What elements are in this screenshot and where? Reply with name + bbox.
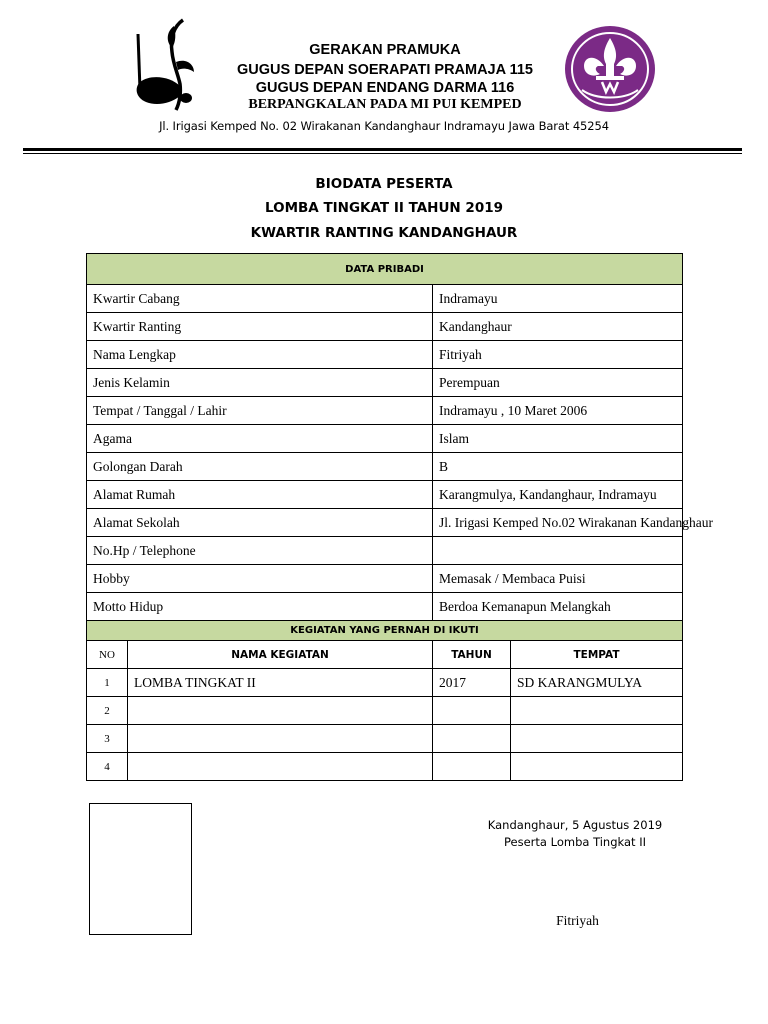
section-personal-heading: DATA PRIBADI: [87, 254, 683, 285]
personal-value: Indramayu , 10 Maret 2006: [433, 397, 683, 425]
activity-place: SD KARANGMULYA: [511, 669, 683, 697]
header-address: Jl. Irigasi Kemped No. 02 Wirakanan Kandanghaur Indramayu Jawa Barat 45254: [159, 119, 609, 133]
doc-subtitle-kwartir: KWARTIR RANTING KANDANGHAUR: [250, 225, 518, 241]
activity-year: [433, 697, 511, 725]
section-activities-heading: KEGIATAN YANG PERNAH DI IKUTI: [87, 621, 683, 641]
personal-label: No.Hp / Telephone: [87, 537, 433, 565]
photo-placeholder: [89, 803, 192, 935]
activity-no: 2: [87, 697, 128, 725]
personal-row: [87, 313, 683, 341]
personal-label: Kwartir Ranting: [87, 313, 433, 341]
activity-name: [128, 697, 433, 725]
personal-value: Fitriyah: [433, 341, 683, 369]
personal-row: [87, 565, 683, 593]
personal-label: Alamat Rumah: [87, 481, 433, 509]
personal-value: Karangmulya, Kandanghaur, Indramayu: [433, 481, 683, 509]
personal-row: [87, 453, 683, 481]
header-base: BERPANGKALAN PADA MI PUI KEMPED: [248, 97, 522, 112]
personal-label: Nama Lengkap: [87, 341, 433, 369]
signature-place-date: Kandanghaur, 5 Agustus 2019: [487, 818, 663, 832]
doc-title: BIODATA PESERTA: [315, 176, 453, 192]
activity-row: [87, 725, 683, 753]
personal-row: [87, 481, 683, 509]
personal-label: Jenis Kelamin: [87, 369, 433, 397]
activity-name: [128, 753, 433, 781]
activity-no: 3: [87, 725, 128, 753]
col-header-year: TAHUN: [433, 641, 511, 669]
activity-row: [87, 697, 683, 725]
personal-value: Berdoa Kemanapun Melangkah: [433, 593, 683, 621]
personal-row: [87, 397, 683, 425]
personal-label: Alamat Sekolah: [87, 509, 433, 537]
col-header-no: NO: [87, 641, 128, 669]
signature-name: Fitriyah: [556, 913, 599, 928]
header-gugus-depan-1: GUGUS DEPAN SOERAPATI PRAMAJA 115: [237, 62, 533, 78]
activity-place: [511, 725, 683, 753]
world-scout-emblem-icon: [562, 24, 658, 114]
personal-row: [87, 593, 683, 621]
personal-row: [87, 509, 683, 537]
personal-value: Islam: [433, 425, 683, 453]
personal-row: [87, 425, 683, 453]
activity-no: 4: [87, 753, 128, 781]
activities-column-header-row: [87, 641, 683, 669]
personal-value: Memasak / Membaca Puisi: [433, 565, 683, 593]
biodata-table: [86, 253, 714, 781]
activity-year: 2017: [433, 669, 511, 697]
personal-row: [87, 537, 683, 565]
activity-name: [128, 725, 433, 753]
personal-row: [87, 369, 683, 397]
activity-no: 1: [87, 669, 128, 697]
activity-row: [87, 753, 683, 781]
personal-label: Golongan Darah: [87, 453, 433, 481]
personal-value: B: [433, 453, 683, 481]
activity-name: LOMBA TINGKAT II: [128, 669, 433, 697]
personal-label: Motto Hidup: [87, 593, 433, 621]
header-org-name: GERAKAN PRAMUKA: [309, 42, 461, 58]
header-gugus-depan-2: GUGUS DEPAN ENDANG DARMA 116: [255, 80, 515, 96]
personal-value: Jl. Irigasi Kemped No.02 Wirakanan Kandanghaur: [433, 509, 683, 537]
personal-value: [433, 537, 683, 565]
personal-value: Kandanghaur: [433, 313, 683, 341]
personal-label: Agama: [87, 425, 433, 453]
personal-label: Kwartir Cabang: [87, 285, 433, 313]
personal-value: Indramayu: [433, 285, 683, 313]
personal-label: Hobby: [87, 565, 433, 593]
personal-row: [87, 341, 683, 369]
personal-label: Tempat / Tanggal / Lahir: [87, 397, 433, 425]
activities-heading-row: [87, 621, 683, 641]
header-divider-thin: [23, 153, 742, 154]
col-header-name: NAMA KEGIATAN: [128, 641, 433, 669]
activity-year: [433, 725, 511, 753]
activity-year: [433, 753, 511, 781]
activity-place: [511, 697, 683, 725]
col-header-place: TEMPAT: [511, 641, 683, 669]
personal-row: [87, 285, 683, 313]
header-divider-thick: [23, 148, 742, 151]
signature-role: Peserta Lomba Tingkat II: [504, 835, 646, 849]
doc-subtitle-event: LOMBA TINGKAT II TAHUN 2019: [264, 200, 504, 216]
activity-row: [87, 669, 683, 697]
personal-value: Perempuan: [433, 369, 683, 397]
activity-place: [511, 753, 683, 781]
